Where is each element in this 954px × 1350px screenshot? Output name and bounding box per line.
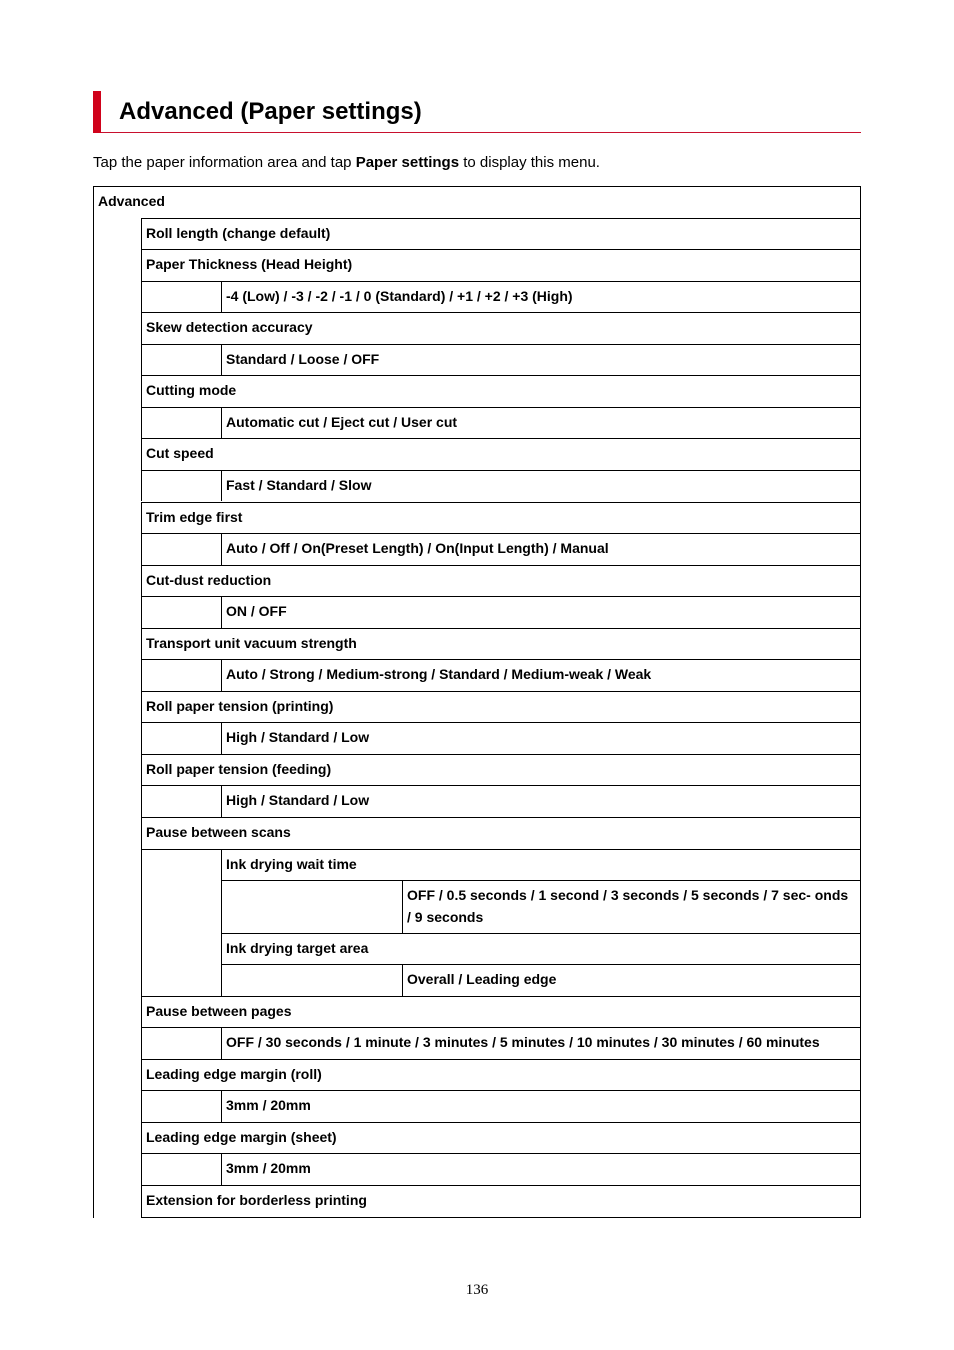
section-heading (93, 90, 861, 133)
indent-border (141, 722, 142, 754)
table-bottom-border (141, 1217, 861, 1218)
setting-row-level-2: 3mm / 20mm (226, 1160, 311, 1177)
setting-row-level-2: Ink drying target area (226, 939, 369, 956)
setting-row-level-1: Pause between pages (146, 1002, 292, 1019)
setting-row-level-2: Auto / Strong / Medium-strong / Standard / Medium-weak / Weak (226, 666, 652, 683)
page-number: 136 (465, 1282, 489, 1298)
indent-border (141, 470, 142, 502)
spacer-border (141, 407, 221, 408)
setting-row-level-2: Ink drying wait time (226, 855, 357, 872)
setting-row-level-3: Overall / Leading edge (407, 971, 557, 988)
spacer-border (141, 281, 221, 282)
intro-paragraph (93, 153, 600, 173)
table-border (93, 186, 861, 187)
spacer-border (141, 533, 221, 534)
indent-border (141, 785, 142, 817)
spacer-border (141, 470, 221, 471)
setting-row-level-2: -4 (Low) / -3 / -2 / -1 / 0 (Standard) / +1 / +2 / +3 (High) (226, 287, 573, 304)
setting-row-level-2: Auto / Off / On(Preset Length) / On(Input Length) / Manual (226, 540, 609, 557)
setting-row-level-2: 3mm / 20mm (226, 1097, 311, 1114)
spacer-border (141, 659, 221, 660)
setting-row-level-3: OFF / 0.5 seconds / 1 second / 3 seconds / 5 seconds / 7 sec- onds / 9 seconds (407, 887, 849, 926)
table-left-border (93, 186, 94, 1218)
indent-border (141, 849, 142, 881)
indent-border (141, 281, 142, 313)
setting-row-level-2: Automatic cut / Eject cut / User cut (226, 413, 458, 430)
indent-border (141, 344, 142, 376)
indent-border (141, 1153, 142, 1185)
setting-row-level-1: Paper Thickness (Head Height) (146, 256, 353, 273)
setting-row-level-2: High / Standard / Low (226, 792, 370, 809)
indent-border (221, 964, 222, 996)
spacer-border (141, 1153, 221, 1154)
setting-row-level-1: Cut-dust reduction (146, 571, 272, 588)
setting-row-level-1: Roll length (change default) (146, 224, 331, 241)
intro-strong: Paper settings (355, 154, 460, 171)
indent-border (141, 933, 142, 965)
setting-row-level-1: Trim edge first (146, 508, 243, 525)
spacer-border (141, 596, 221, 597)
indent-border (141, 407, 142, 439)
page-title: Advanced (Paper settings) (119, 98, 422, 125)
setting-row-level-2: ON / OFF (226, 603, 287, 620)
intro-prefix: Tap the paper information area and tap (93, 154, 356, 171)
setting-row-level-2: High / Standard / Low (226, 729, 370, 746)
heading-accent-bar (93, 91, 101, 133)
indent-border (141, 1027, 142, 1059)
setting-row-level-2: Standard / Loose / OFF (226, 350, 380, 367)
setting-row-level-1: Roll paper tension (printing) (146, 697, 334, 714)
indent-border (141, 659, 142, 691)
spacer-border (141, 1027, 221, 1028)
setting-row-level-1: Transport unit vacuum strength (146, 634, 357, 651)
spacer-border (221, 880, 402, 881)
indent-border (141, 880, 142, 933)
spacer-border (221, 964, 402, 965)
spacer-border (141, 849, 221, 850)
indent-border (141, 533, 142, 565)
setting-row-level-1: Cut speed (146, 445, 214, 462)
setting-row-level-1: Cutting mode (146, 382, 237, 399)
spacer-border (141, 344, 221, 345)
setting-row-level-2: Fast / Standard / Slow (226, 476, 372, 493)
setting-row-level-1: Leading edge margin (roll) (146, 1065, 322, 1082)
spacer-border (141, 1090, 221, 1091)
spacer-border (141, 722, 221, 723)
indent-border (141, 596, 142, 628)
intro-suffix: to display this menu. (459, 154, 600, 171)
indent-border (221, 880, 222, 933)
indent-border (141, 1090, 142, 1122)
indent-border (141, 964, 142, 996)
setting-row-level-1: Extension for borderless printing (146, 1192, 367, 1208)
setting-row-level-2: OFF / 30 seconds / 1 minute / 3 minutes / 5 minutes / 10 minutes / 30 minutes / 60 minutes (226, 1034, 820, 1051)
setting-row-level-1: Skew detection accuracy (146, 319, 313, 336)
setting-row-level-1: Leading edge margin (sheet) (146, 1128, 337, 1145)
spacer-border (141, 785, 221, 786)
table-root-label: Advanced (98, 193, 165, 209)
setting-row-level-1: Pause between scans (146, 824, 291, 840)
setting-row-level-1: Roll paper tension (feeding) (146, 760, 332, 777)
table-right-border (860, 186, 861, 1218)
